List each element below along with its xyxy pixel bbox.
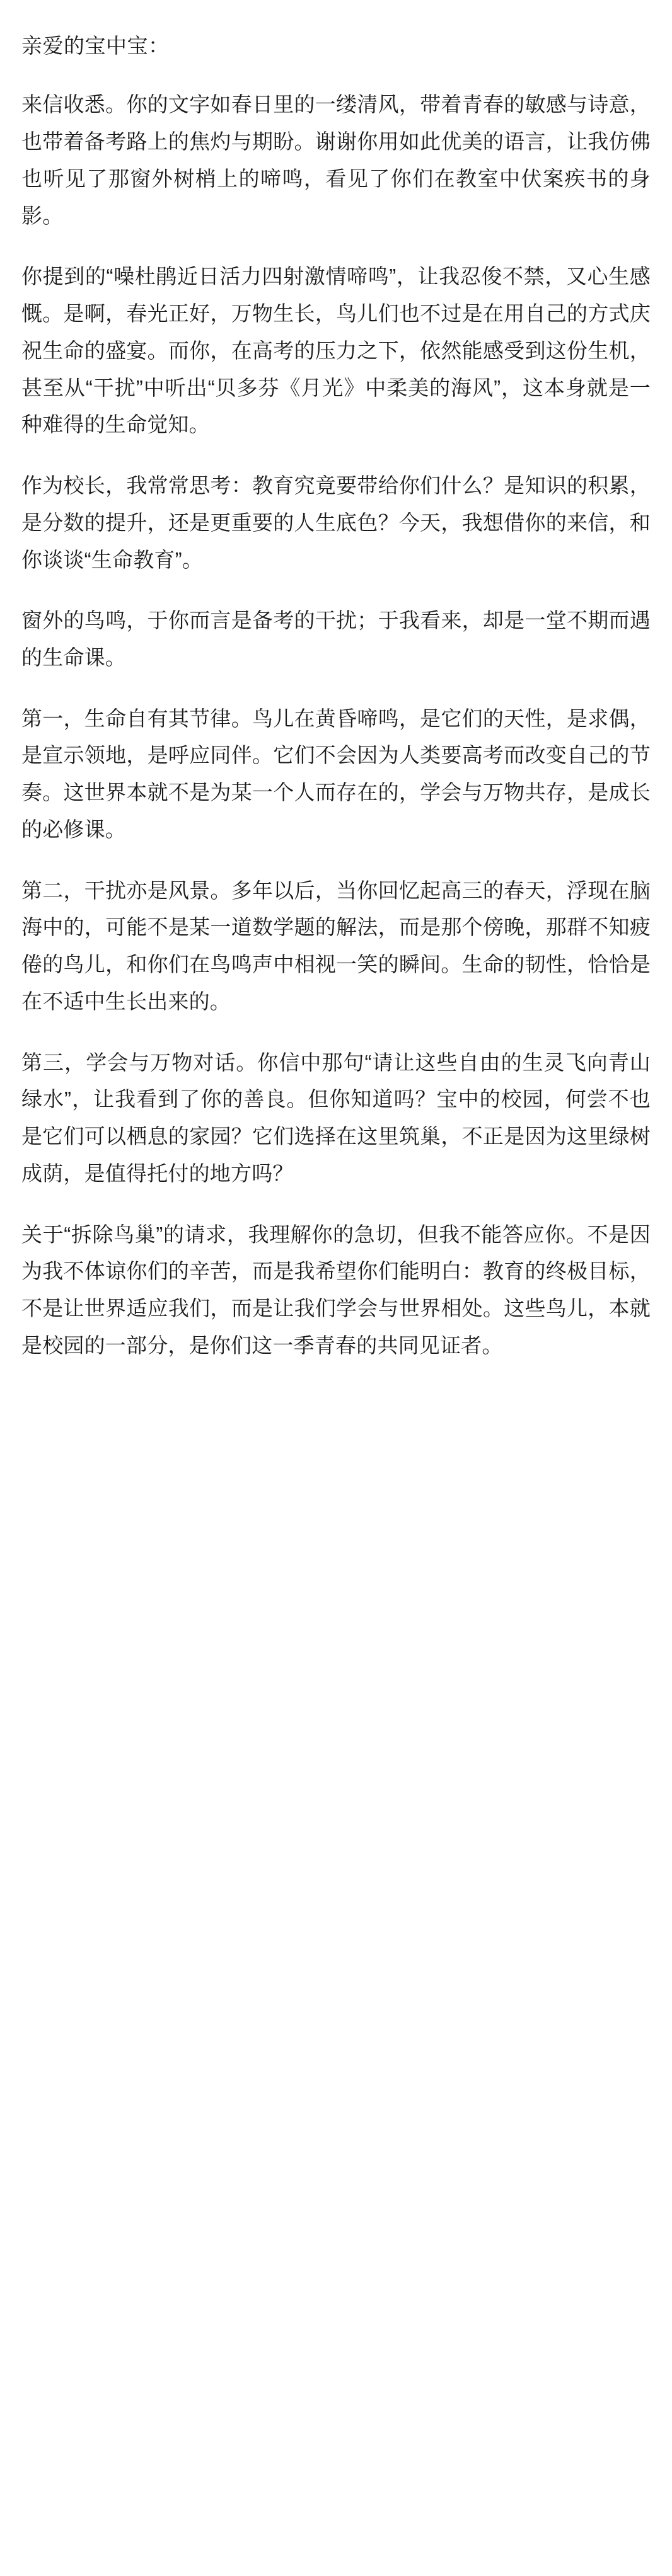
paragraph-1: 来信收悉。你的文字如春日里的一缕清风，带着青春的敏感与诗意，也带着备考路上的焦灼与期盼。谢谢你用如此优美的语言，让我仿佛也听见了那窗外树梢上的啼鸣，看见了你们在教室中伏案疾书的身影。: [21, 93, 651, 227]
paragraph-7: 第三，学会与万物对话。你信中那句“请让这些自由的生灵飞向青山绿水”，让我看到了你的善良。但你知道吗？宝中的校园，何尝不也是它们可以栖息的家园？它们选择在这里筑巢，不正是因为这里绿树成荫，是值得托付的地方吗？: [21, 1050, 651, 1185]
paragraph-5: 第一，生命自有其节律。鸟儿在黄昏啼鸣，是它们的天性，是求偶，是宣示领地，是呼应同伴。它们不会因为人类要高考而改变自己的节奏。这世界本就不是为某一个人而存在的，学会与万物共存，是成长的必修课。: [21, 706, 651, 841]
paragraph-6: 第二，干扰亦是风景。多年以后，当你回忆起高三的春天，浮现在脑海中的，可能不是某一道数学题的解法，而是那个傍晚，那群不知疲倦的鸟儿，和你们在鸟鸣声中相视一笑的瞬间。生命的韧性，恰恰是在不适中生长出来的。: [21, 878, 651, 1013]
paragraph-8: 关于“拆除鸟巢”的请求，我理解你的急切，但我不能答应你。不是因为我不体谅你们的辛苦，而是我希望你们能明白：教育的终极目标，不是让世界适应我们，而是让我们学会与世界相处。这些鸟儿，本就是校园的一部分，是你们这一季青春的共同见证者。: [21, 1222, 651, 1357]
paragraph-4: 窗外的鸟鸣，于你而言是备考的干扰；于我看来，却是一堂不期而遇的生命课。: [21, 609, 651, 669]
letter-body: [21, 29, 651, 1364]
paragraph-3: 作为校长，我常常思考：教育究竟要带给你们什么？是知识的积累，是分数的提升，还是更重要的人生底色？今天，我想借你的来信，和你谈谈“生命教育”。: [21, 474, 651, 571]
paragraph-2: 你提到的“噪杜鹃近日活力四射激情啼鸣”，让我忍俊不禁，又心生感慨。是啊，春光正好，万物生长，鸟儿们也不过是在用自己的方式庆祝生命的盛宴。而你，在高考的压力之下，依然能感受到这份生机，甚至从“干扰”中听出“贝多芬《月光》中柔美的海风”，这本身就是一种难得的生命觉知。: [21, 265, 651, 437]
salutation: 亲爱的宝中宝：: [21, 34, 170, 57]
